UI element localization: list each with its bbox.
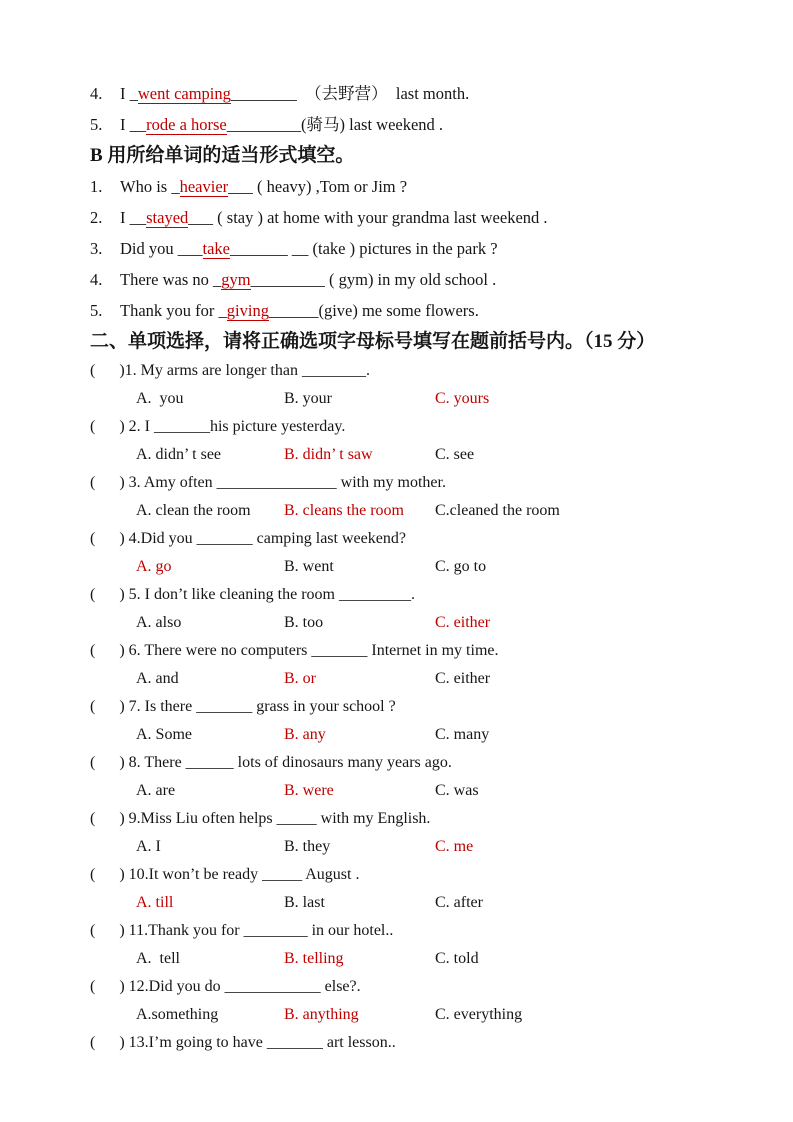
question-row [90,749,793,777]
option-c: C. after [435,894,483,911]
option-b: B. too [284,614,324,631]
answer-bracket: ( ) [90,642,125,659]
options-row [90,833,793,861]
question-row [90,1029,793,1057]
item-text-post: （去野营） last month. [296,84,470,103]
options-row [90,385,793,413]
option-b: B. were [284,782,334,799]
option-a: A. also [136,614,182,631]
item-text-post: ( stay ) at home with your grandma last weekend . [213,208,548,227]
option-b: B. cleans the room [284,502,404,519]
item-text-pre: There was no [120,270,214,289]
question-text: 2. I _______his picture yesterday. [124,418,346,435]
item-number: 5. [90,301,103,320]
question-text: 7. Is there _______ grass in your school ? [124,698,396,715]
option-c: C. many [435,726,490,743]
option-a: A. Some [136,726,192,743]
fill-item [90,264,793,295]
item-number: 5. [90,115,103,134]
option-a: A. are [136,782,176,799]
question-text: 6. There were no computers _______ Internet in my time. [124,642,499,659]
options-row [90,553,793,581]
option-c: C. me [435,838,474,855]
options-row [90,441,793,469]
blank-underscores: _ [218,301,227,320]
option-b: B. didn’ t saw [284,446,373,463]
item-number: 4. [90,84,103,103]
item-text-post: (take ) pictures in the park ? [308,239,498,258]
item-text-pre: Did you [120,239,178,258]
option-b: B. your [284,390,332,407]
options-row [90,665,793,693]
option-b: B. last [284,894,325,911]
answer-bracket: ( ) [90,586,125,603]
blank-underscores: __ [129,208,147,227]
blank-underscores: ________ [230,84,297,103]
item-text-post: (give) me some flowers. [318,301,479,320]
option-a: A.something [136,1006,219,1023]
blank-underscores: __ [129,115,147,134]
option-b: B. any [284,726,326,743]
fill-item [90,295,793,326]
option-c: C. see [435,446,475,463]
option-c: C.cleaned the room [435,502,560,519]
question-row [90,525,793,553]
item-number: 4. [90,270,103,289]
answer-bracket: ( ) [90,362,125,379]
question-text: 13.I’m going to have _______ art lesson.. [124,1034,396,1051]
question-text: 3. Amy often _______________ with my mother. [124,474,446,491]
question-row [90,861,793,889]
item-text-pre: I [120,84,130,103]
item-text-post: ( heavy) ,Tom or Jim ? [252,177,408,196]
part-a-fill-items [90,78,793,140]
item-text-pre: Thank you for [120,301,219,320]
blank-underscores: ___ [228,177,253,196]
option-c: C. either [435,614,491,631]
option-b: B. went [284,558,334,575]
question-row [90,581,793,609]
answer-bracket: ( ) [90,474,125,491]
item-number: 3. [90,239,103,258]
question-text: 9.Miss Liu often helps _____ with my English. [124,810,431,827]
answer-text: went camping [137,84,231,103]
blank-underscores: _ [129,84,138,103]
answer-text: gym [221,270,251,289]
options-row [90,945,793,973]
item-text-pre: Who is [120,177,172,196]
option-a: A. and [136,670,179,687]
blank-underscores: _ [171,177,180,196]
question-text: 1. My arms are longer than ________. [124,362,370,379]
question-text: 12.Did you do ____________ else?. [124,978,361,995]
item-text-pre: I [120,115,130,134]
answer-bracket: ( ) [90,530,125,547]
blank-underscores: _ [213,270,222,289]
options-row [90,777,793,805]
option-b: B. they [284,838,331,855]
question-row [90,973,793,1001]
options-row [90,497,793,525]
blank-underscores: _________ [250,270,325,289]
options-row [90,721,793,749]
fill-item [90,109,793,140]
item-number: 2. [90,208,103,227]
option-c: C. go to [435,558,487,575]
blank-underscores: _______ __ [229,239,309,258]
option-c: C. told [435,950,479,967]
fill-item [90,233,793,264]
option-b: B. anything [284,1006,359,1023]
item-text-post: (骑马) last weekend . [301,115,444,134]
answer-text: heavier [179,177,229,196]
answer-bracket: ( ) [90,810,125,827]
options-row [90,889,793,917]
question-row [90,917,793,945]
question-row [90,693,793,721]
blank-underscores: ___ [188,208,214,227]
item-number: 1. [90,177,103,196]
answer-bracket: ( ) [90,978,125,995]
item-text-post: ( gym) in my old school . [324,270,497,289]
answer-text: take [202,239,230,258]
option-c: C. yours [435,390,490,407]
answer-bracket: ( ) [90,1034,125,1051]
part-b-fill-items [90,171,793,326]
options-row [90,609,793,637]
blank-underscores: ___ [177,239,203,258]
fill-item [90,171,793,202]
answer-bracket: ( ) [90,698,125,715]
section-2-header: 二、单项选择，请将正确选项字母标号填写在题前括号内。（15 分） [90,331,656,352]
option-b: B. or [284,670,316,687]
blank-underscores: ______ [268,301,319,320]
multiple-choice-list [90,357,793,1057]
option-a: A. till [136,894,174,911]
part-b-header: B 用所给单词的适当形式填空。 [90,145,355,166]
question-text: 8. There ______ lots of dinosaurs many years ago. [124,754,452,771]
option-a: A. didn’ t see [136,446,222,463]
option-a: A. you [136,390,184,407]
option-a: A. I [136,838,161,855]
option-b: B. telling [284,950,344,967]
option-c: C. was [435,782,479,799]
question-text: 5. I don’t like cleaning the room _________. [124,586,415,603]
answer-text: rode a horse [146,115,227,134]
answer-text: giving [226,301,269,320]
option-a: A. go [136,558,172,575]
question-row [90,469,793,497]
option-c: C. either [435,670,491,687]
option-c: C. everything [435,1006,523,1023]
question-row [90,805,793,833]
answer-bracket: ( ) [90,418,125,435]
question-row [90,637,793,665]
option-a: A. clean the room [136,502,251,519]
fill-item [90,202,793,233]
question-row [90,413,793,441]
options-row [90,1001,793,1029]
answer-bracket: ( ) [90,754,125,771]
option-a: A. tell [136,950,180,967]
blank-underscores: _________ [226,115,302,134]
question-row [90,357,793,385]
item-text-pre: I [120,208,130,227]
answer-bracket: ( ) [90,866,125,883]
question-text: 10.It won’t be ready _____ August . [124,866,360,883]
answer-bracket: ( ) [90,922,125,939]
question-text: 4.Did you _______ camping last weekend? [124,530,406,547]
fill-item [90,78,793,109]
question-text: 11.Thank you for ________ in our hotel.. [124,922,394,939]
answer-text: stayed [146,208,189,227]
